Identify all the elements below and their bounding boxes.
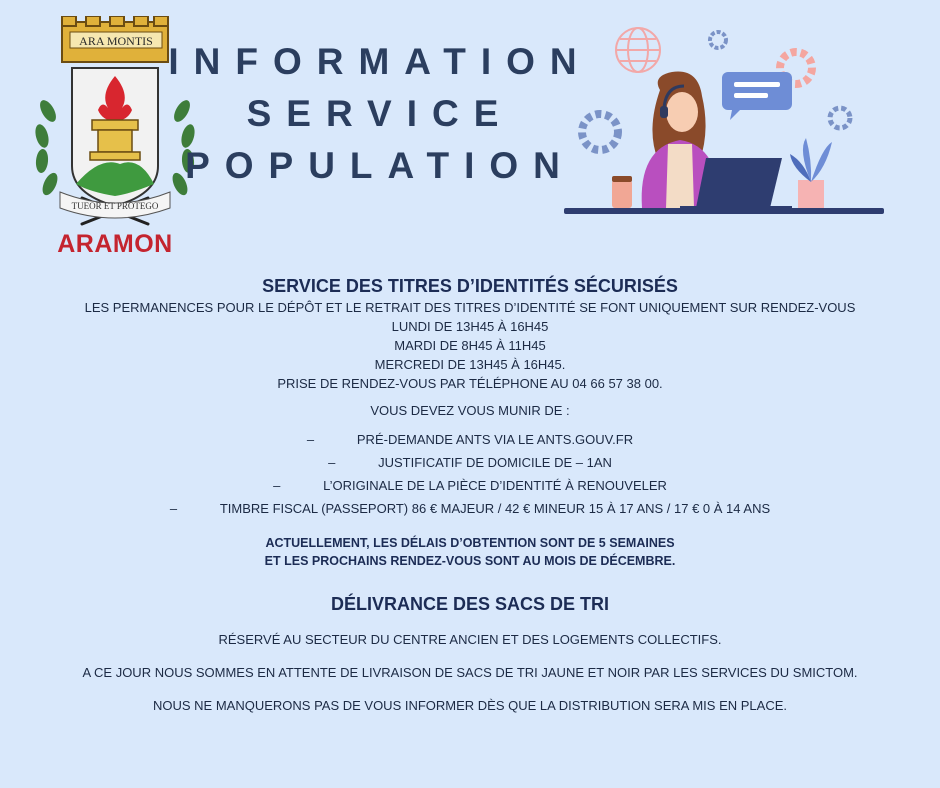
customer-service-illustration	[560, 20, 890, 220]
text-line: MERCREDI DE 13H45 À 16H45.	[374, 357, 566, 372]
title-line-1: INFORMATION	[168, 41, 592, 82]
title-line-3: POPULATION	[185, 145, 575, 186]
section-heading-identity: SERVICE DES TITRES D’IDENTITÉS SÉCURISÉS	[262, 276, 678, 296]
paragraph: A CE JOUR NOUS SOMMES EN ATTENTE DE LIVRAISON DE SACS DE TRI JAUNE ET NOIR PAR LES SERVICES DU SMICTOM.	[82, 665, 858, 680]
delay-note-line-2: ET LES PROCHAINS RENDEZ-VOUS SONT AU MOIS DE DÉCEMBRE.	[264, 554, 676, 568]
list-item: – L’ORIGINALE DE LA PIÈCE D’IDENTITÉ À RENOUVELER	[273, 478, 667, 493]
list-item: – PRÉ-DEMANDE ANTS VIA LE ANTS.GOUV.FR	[306, 432, 634, 447]
gear-icon	[582, 114, 618, 150]
main-content	[0, 274, 940, 715]
globe-icon	[616, 28, 660, 72]
town-name: ARAMON	[57, 230, 173, 258]
text-line: LES PERMANENCES POUR LE DÉPÔT ET LE RETRAIT DES TITRES D’IDENTITÉ SE FONT UNIQUEMENT SUR RENDEZ-VOUS	[84, 300, 856, 315]
text-line: LUNDI DE 13H45 À 16H45	[391, 319, 549, 334]
laptop-icon	[696, 158, 782, 208]
page-title	[160, 36, 600, 192]
delay-note-line-1: ACTUELLEMENT, LES DÉLAIS D’OBTENTION SONT DE 5 SEMAINES	[265, 536, 675, 550]
gear-icon	[710, 32, 726, 48]
section-heading-sorting-bags: DÉLIVRANCE DES SACS DE TRI	[330, 594, 610, 614]
crest-motto-bottom: TUEOR ET PROTEGO	[71, 201, 159, 211]
paragraph: NOUS NE MANQUERONS PAS DE VOUS INFORMER DÈS QUE LA DISTRIBUTION SERA MIS EN PLACE.	[153, 698, 787, 713]
list-item: – TIMBRE FISCAL (PASSEPORT) 86 € MAJEUR / 42 € MINEUR 15 À 17 ANS / 17 € 0 À 14 ANS	[169, 501, 771, 516]
text-line: MARDI DE 8H45 À 11H45	[394, 338, 546, 353]
text-line: PRISE DE RENDEZ-VOUS PAR TÉLÉPHONE AU 04 66 57 38 00.	[277, 376, 663, 391]
title-line-2: SERVICE	[246, 93, 514, 134]
documents-intro: VOUS DEVEZ VOUS MUNIR DE :	[370, 403, 570, 418]
list-item: – JUSTIFICATIF DE DOMICILE DE – 1AN	[328, 455, 612, 470]
crest-motto-top: ARA MONTIS	[79, 34, 153, 48]
chat-bubble-icon	[722, 72, 792, 110]
paragraph: RÉSERVÉ AU SECTEUR DU CENTRE ANCIEN ET DES LOGEMENTS COLLECTIFS.	[218, 632, 722, 647]
